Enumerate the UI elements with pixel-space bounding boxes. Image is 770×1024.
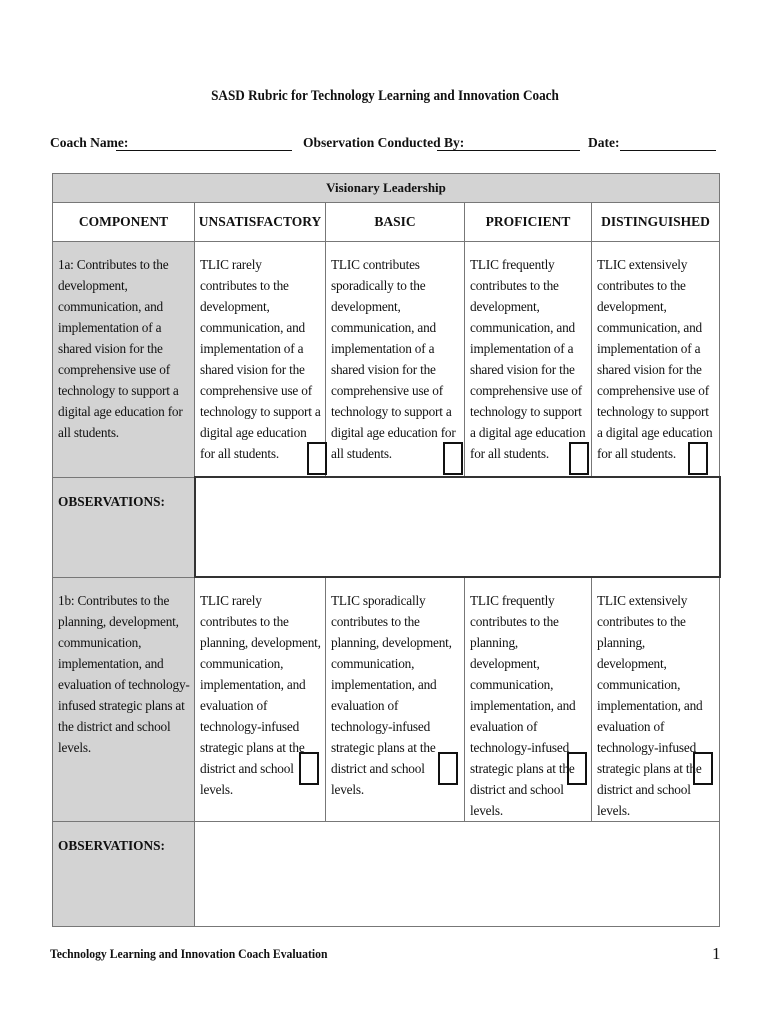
header-proficient: PROFICIENT bbox=[465, 203, 592, 242]
level-text: TLIC frequently contributes to the development, communication, and implementation of a shared vision for the comprehensive use of technology to support a digital age education for all students. bbox=[470, 257, 586, 461]
footer-title: Technology Learning and Innovation Coach Evaluation bbox=[50, 946, 328, 961]
coach-name-label: Coach Name: bbox=[50, 135, 129, 150]
level-text: TLIC frequently contributes to the planning, development, communication, implementation, and evaluation of technology-infused strategic plans at the district and school levels. bbox=[470, 593, 576, 818]
level-cell bbox=[195, 577, 326, 822]
component-text: 1a: Contributes to the development, communication, and implementation of a shared vision for the comprehensive use of technology to support a digital age education for all students. bbox=[58, 257, 183, 440]
component-text: 1b: Contributes to the planning, development, communication, implementation, and evaluation of technology-infused strategic plans at the district and school levels. bbox=[58, 592, 190, 755]
rating-checkbox-basic[interactable] bbox=[438, 752, 458, 785]
rating-checkbox-proficient[interactable] bbox=[567, 752, 587, 785]
rating-checkbox-distinguished[interactable] bbox=[693, 752, 713, 785]
level-cell bbox=[326, 242, 465, 478]
observations-row-1a bbox=[53, 477, 720, 577]
observations-input[interactable] bbox=[195, 477, 720, 577]
level-cell bbox=[326, 577, 465, 822]
section-heading: Visionary Leadership bbox=[53, 174, 720, 203]
level-cell bbox=[465, 242, 592, 478]
rating-checkbox-basic[interactable] bbox=[443, 442, 463, 475]
level-text: TLIC contributes sporadically to the development, communication, and implementation of a shared vision for the comprehensive use of technology to support a digital age education for all students. bbox=[331, 257, 456, 461]
rating-checkbox-unsatisfactory[interactable] bbox=[299, 752, 319, 785]
level-text: TLIC extensively contributes to the development, communication, and implementation of a shared vision for the comprehensive use of technology to support a digital age education for all students. bbox=[597, 257, 713, 461]
date-label: Date: bbox=[588, 135, 620, 150]
observations-label: OBSERVATIONS: bbox=[53, 477, 195, 577]
rating-checkbox-unsatisfactory[interactable] bbox=[307, 442, 327, 475]
header-fields bbox=[50, 135, 718, 155]
level-cell bbox=[195, 242, 326, 478]
observations-label: OBSERVATIONS: bbox=[53, 822, 195, 927]
component-cell bbox=[53, 577, 195, 822]
header-distinguished: DISTINGUISHED bbox=[592, 203, 720, 242]
rating-checkbox-proficient[interactable] bbox=[569, 442, 589, 475]
rubric-table bbox=[52, 173, 721, 927]
level-text: TLIC rarely contributes to the development, communication, and implementation of a shared vision for the comprehensive use of technology to support a digital age education for all students. bbox=[200, 257, 321, 461]
level-cell bbox=[592, 242, 720, 478]
observed-by-label: Observation Conducted By: bbox=[303, 135, 465, 150]
date-field[interactable] bbox=[620, 150, 716, 151]
page-number: 1 bbox=[712, 944, 721, 963]
rubric-row-1a bbox=[53, 242, 720, 478]
document-title: SASD Rubric for Technology Learning and Innovation Coach bbox=[211, 88, 559, 104]
level-text: TLIC rarely contributes to the planning, development, communication, implementation, and evaluation of technology-infused strategic plans at the district and school levels. bbox=[200, 593, 321, 797]
level-text: TLIC sporadically contributes to the planning, development, communication, implementation, and evaluation of technology-infused strategic plans at the district and school levels. bbox=[331, 593, 452, 797]
component-cell bbox=[53, 242, 195, 478]
rating-checkbox-distinguished[interactable] bbox=[688, 442, 708, 475]
observations-row-1b bbox=[53, 822, 720, 927]
level-text: TLIC extensively contributes to the planning, development, communication, implementation, and evaluation of technology-infused strategic plans at the district and school levels. bbox=[597, 593, 703, 818]
coach-name-field[interactable] bbox=[116, 150, 292, 151]
header-unsatisfactory: UNSATISFACTORY bbox=[195, 203, 326, 242]
header-component: COMPONENT bbox=[53, 203, 195, 242]
rubric-row-1b bbox=[53, 577, 720, 822]
header-basic: BASIC bbox=[326, 203, 465, 242]
observed-by-field[interactable] bbox=[437, 150, 580, 151]
observations-input[interactable] bbox=[195, 822, 720, 927]
level-cell bbox=[465, 577, 592, 822]
level-cell bbox=[592, 577, 720, 822]
